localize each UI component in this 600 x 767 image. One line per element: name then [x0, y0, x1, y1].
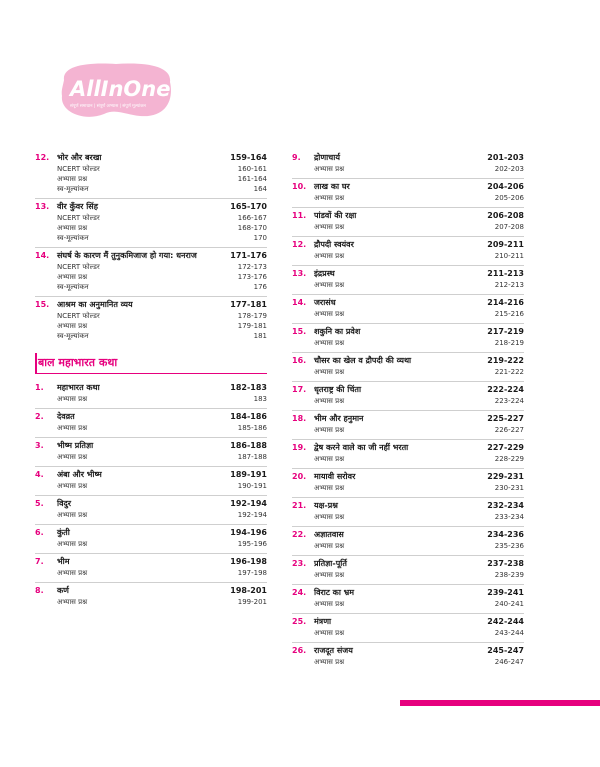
chapter-row — [292, 152, 524, 164]
chapter-row — [35, 201, 267, 213]
chapter-title: मंत्रणा — [314, 617, 332, 626]
sub-entry-pages: 221-222 — [494, 368, 524, 376]
sub-entry-label: अभ्यास प्रश्न — [314, 310, 345, 318]
chapter-title: कर्ण — [57, 586, 69, 595]
chapter-number: 15. — [292, 327, 307, 336]
sub-entry-label: NCERT फोल्डर — [57, 165, 100, 173]
sub-entry-pages: 173-176 — [237, 273, 267, 281]
chapter-row — [292, 645, 524, 657]
chapter-row — [292, 529, 524, 541]
chapter-pages: 192-194 — [230, 499, 267, 508]
sub-entry — [292, 193, 524, 203]
sub-entry-label: अभ्यास प्रश्न — [314, 629, 345, 637]
toc-entry — [35, 297, 267, 345]
sub-entry — [292, 251, 524, 261]
sub-entry-pages: 233-234 — [494, 513, 524, 521]
sub-entry — [35, 568, 267, 578]
chapter-row — [292, 268, 524, 280]
sub-entry-label: स्व-मूल्यांकन — [57, 332, 89, 340]
chapter-row — [292, 471, 524, 483]
chapter-number: 19. — [292, 443, 307, 452]
sub-entry-pages: 192-194 — [237, 511, 267, 519]
chapter-number: 21. — [292, 501, 307, 510]
chapter-row — [292, 326, 524, 338]
chapter-number: 12. — [292, 240, 307, 249]
chapter-row — [35, 556, 267, 568]
chapter-number: 20. — [292, 472, 307, 481]
toc-entry — [292, 266, 524, 295]
sub-entry — [292, 338, 524, 348]
chapter-row — [35, 411, 267, 423]
chapter-pages: 227-229 — [487, 443, 524, 452]
sub-entry-pages: 246-247 — [494, 658, 524, 666]
chapter-pages: 222-224 — [487, 385, 524, 394]
toc-right-column — [292, 150, 524, 671]
chapter-row — [35, 250, 267, 262]
toc-entry — [35, 150, 267, 199]
sub-entry-label: अभ्यास प्रश्न — [314, 281, 345, 289]
chapter-pages: 245-247 — [487, 646, 524, 655]
chapter-title: जरासंध — [314, 298, 336, 307]
toc-entry — [292, 208, 524, 237]
chapter-row — [292, 181, 524, 193]
sub-entry-pages: 164 — [253, 185, 267, 193]
sub-entry-label: अभ्यास प्रश्न — [314, 397, 345, 405]
sub-entry — [292, 396, 524, 406]
sub-entry-pages: 197-198 — [237, 569, 267, 577]
chapter-title: विदुर — [57, 499, 72, 508]
chapter-title: महाभारत कथा — [57, 383, 100, 392]
sub-entry-pages: 215-216 — [494, 310, 524, 318]
chapter-row — [292, 384, 524, 396]
toc-entry — [35, 554, 267, 583]
chapter-number: 5. — [35, 499, 44, 508]
sub-entry-pages: 190-191 — [237, 482, 267, 490]
sub-entry-label: अभ्यास प्रश्न — [314, 455, 345, 463]
toc-entry — [35, 583, 267, 611]
sub-entry-pages: 223-224 — [494, 397, 524, 405]
sub-entry-pages: 235-236 — [494, 542, 524, 550]
sub-entry-label: अभ्यास प्रश्न — [314, 513, 345, 521]
sub-entry — [35, 394, 267, 404]
chapter-pages: 206-208 — [487, 211, 524, 220]
sub-entry — [292, 570, 524, 580]
sub-entry — [35, 282, 267, 292]
sub-entry — [35, 423, 267, 433]
chapter-pages: 209-211 — [487, 240, 524, 249]
sub-entry-pages: 161-164 — [237, 175, 267, 183]
toc-entry — [292, 498, 524, 527]
sub-entry — [35, 272, 267, 282]
sub-entry — [292, 367, 524, 377]
sub-entry — [35, 311, 267, 321]
sub-entry-pages: 176 — [253, 283, 267, 291]
sub-entry-pages: 228-229 — [494, 455, 524, 463]
chapter-row — [35, 299, 267, 311]
sub-entry — [292, 541, 524, 551]
chapter-pages: 217-219 — [487, 327, 524, 336]
chapter-title: भीम — [57, 557, 70, 566]
chapter-number: 13. — [35, 202, 50, 211]
toc-entry — [292, 237, 524, 266]
chapter-title: संघर्ष के कारण मैं तुनुकमिजाज हो गया: धनराज — [57, 251, 197, 260]
chapter-row — [35, 382, 267, 394]
sub-entry — [35, 452, 267, 462]
sub-entry-pages: 210-211 — [494, 252, 524, 260]
chapter-pages: 201-203 — [487, 153, 524, 162]
sub-entry — [35, 481, 267, 491]
sub-entry — [292, 280, 524, 290]
toc-entry — [292, 614, 524, 643]
chapter-title: द्रौपदी स्वयंवर — [314, 240, 354, 249]
logo-text: AllInOne — [70, 77, 171, 101]
chapter-number: 22. — [292, 530, 307, 539]
sub-entry-label: अभ्यास प्रश्न — [57, 175, 88, 183]
sub-entry-label: अभ्यास प्रश्न — [57, 511, 88, 519]
sub-entry — [35, 174, 267, 184]
toc-entry — [292, 353, 524, 382]
chapter-number: 8. — [35, 586, 44, 595]
chapter-row — [292, 616, 524, 628]
sub-entry-pages: 230-231 — [494, 484, 524, 492]
sub-entry-label: NCERT फोल्डर — [57, 214, 100, 222]
sub-entry-label: NCERT फोल्डर — [57, 312, 100, 320]
toc-entry — [35, 199, 267, 248]
sub-entry-label: अभ्यास प्रश्न — [314, 658, 345, 666]
chapter-number: 4. — [35, 470, 44, 479]
sub-entry-label: अभ्यास प्रश्न — [57, 453, 88, 461]
chapter-pages: 198-201 — [230, 586, 267, 595]
chapter-number: 3. — [35, 441, 44, 450]
sub-entry-label: स्व-मूल्यांकन — [57, 283, 89, 291]
chapter-pages: 184-186 — [230, 412, 267, 421]
sub-entry-label: अभ्यास प्रश्न — [314, 542, 345, 550]
sub-entry-pages: 218-219 — [494, 339, 524, 347]
sub-entry-pages: 195-196 — [237, 540, 267, 548]
chapter-row — [292, 442, 524, 454]
sub-entry-pages: 205-206 — [494, 194, 524, 202]
toc-entry — [35, 248, 267, 297]
sub-entry-label: स्व-मूल्यांकन — [57, 234, 89, 242]
chapter-row — [292, 355, 524, 367]
sub-entry-pages: 238-239 — [494, 571, 524, 579]
sub-entry-pages: 240-241 — [494, 600, 524, 608]
sub-entry-label: अभ्यास प्रश्न — [57, 322, 88, 330]
chapter-number: 7. — [35, 557, 44, 566]
sub-entry-pages: 178-179 — [237, 312, 267, 320]
chapter-title: अंबा और भीष्म — [57, 470, 102, 479]
chapter-pages: 237-238 — [487, 559, 524, 568]
sub-entry — [292, 657, 524, 667]
chapter-title: देवव्रत — [57, 412, 75, 421]
toc-entry — [292, 440, 524, 469]
sub-entry — [292, 454, 524, 464]
toc-entry — [35, 467, 267, 496]
chapter-title: इंद्रप्रस्थ — [314, 269, 335, 278]
chapter-number: 13. — [292, 269, 307, 278]
chapter-pages: 232-234 — [487, 501, 524, 510]
chapter-row — [35, 469, 267, 481]
chapter-number: 26. — [292, 646, 307, 655]
sub-entry-label: अभ्यास प्रश्न — [314, 600, 345, 608]
sub-entry — [292, 309, 524, 319]
chapter-title: भीष्म प्रतिज्ञा — [57, 441, 94, 450]
sub-entry-pages: 168-170 — [237, 224, 267, 232]
sub-entry-label: अभ्यास प्रश्न — [57, 598, 88, 606]
sub-entry — [292, 222, 524, 232]
footer-accent-bar — [400, 700, 600, 706]
chapter-pages: 189-191 — [230, 470, 267, 479]
sub-entry — [292, 599, 524, 609]
sub-entry-pages: 187-188 — [237, 453, 267, 461]
sub-entry-label: अभ्यास प्रश्न — [314, 339, 345, 347]
chapter-row — [292, 413, 524, 425]
chapter-pages: 214-216 — [487, 298, 524, 307]
toc-entry — [292, 411, 524, 440]
chapter-pages: 239-241 — [487, 588, 524, 597]
chapter-row — [292, 239, 524, 251]
chapter-title: धृतराष्ट्र की चिंता — [314, 385, 362, 394]
chapter-number: 17. — [292, 385, 307, 394]
chapter-pages: 177-181 — [230, 300, 267, 309]
chapter-pages: 159-164 — [230, 153, 267, 162]
chapter-number: 2. — [35, 412, 44, 421]
sub-entry — [292, 483, 524, 493]
chapter-number: 1. — [35, 383, 44, 392]
chapter-pages: 225-227 — [487, 414, 524, 423]
chapter-number: 11. — [292, 211, 307, 220]
sub-entry-label: NCERT फोल्डर — [57, 263, 100, 271]
chapter-title: कुंती — [57, 528, 70, 537]
chapter-row — [35, 440, 267, 452]
toc-entry — [292, 150, 524, 179]
sub-entry — [35, 597, 267, 607]
toc-entry — [292, 469, 524, 498]
chapter-number: 18. — [292, 414, 307, 423]
chapter-pages: 242-244 — [487, 617, 524, 626]
sub-entry — [35, 184, 267, 194]
chapter-pages: 229-231 — [487, 472, 524, 481]
chapter-row — [35, 498, 267, 510]
chapter-number: 10. — [292, 182, 307, 191]
chapter-title: आश्रम का अनुमानित व्यय — [57, 300, 133, 309]
toc-entry — [35, 496, 267, 525]
sub-entry-label: अभ्यास प्रश्न — [57, 224, 88, 232]
chapter-number: 12. — [35, 153, 50, 162]
chapter-row — [292, 297, 524, 309]
chapter-title: विराट का भ्रम — [314, 588, 355, 597]
chapter-number: 14. — [35, 251, 50, 260]
sub-entry-pages: 179-181 — [237, 322, 267, 330]
chapter-title: मायावी सरोवर — [314, 472, 356, 481]
chapter-pages: 186-188 — [230, 441, 267, 450]
chapter-number: 16. — [292, 356, 307, 365]
toc-entry — [35, 438, 267, 467]
sub-entry-pages: 170 — [253, 234, 267, 242]
toc-entry — [292, 556, 524, 585]
toc-left-column — [35, 150, 267, 611]
sub-entry — [35, 510, 267, 520]
sub-entry-pages: 181 — [253, 332, 267, 340]
chapter-title: शकुनि का प्रवेश — [314, 327, 361, 336]
chapter-number: 24. — [292, 588, 307, 597]
sub-entry-label: अभ्यास प्रश्न — [314, 368, 345, 376]
chapter-row — [292, 558, 524, 570]
chapter-number: 25. — [292, 617, 307, 626]
chapter-title: भोर और बरखा — [57, 153, 102, 162]
sub-entry-label: अभ्यास प्रश्न — [314, 165, 345, 173]
chapter-title: अज्ञातवास — [314, 530, 344, 539]
toc-entry — [292, 585, 524, 614]
sub-entry — [292, 628, 524, 638]
sub-entry — [35, 331, 267, 341]
sub-entry — [35, 233, 267, 243]
sub-entry — [35, 213, 267, 223]
chapter-number: 9. — [292, 153, 301, 162]
chapter-row — [35, 527, 267, 539]
chapter-pages: 219-222 — [487, 356, 524, 365]
sub-entry — [35, 164, 267, 174]
sub-entry-pages: 202-203 — [494, 165, 524, 173]
sub-entry-pages: 172-173 — [237, 263, 267, 271]
chapter-row — [292, 500, 524, 512]
toc-entry — [292, 527, 524, 556]
sub-entry — [292, 164, 524, 174]
chapter-title: प्रतिज्ञा-पूर्ति — [314, 559, 347, 568]
toc-entry — [35, 409, 267, 438]
chapter-title: राजदूत संजय — [314, 646, 353, 655]
chapter-title: द्रोणाचार्य — [314, 153, 340, 162]
sub-entry-label: अभ्यास प्रश्न — [57, 569, 88, 577]
sub-entry-label: स्व-मूल्यांकन — [57, 185, 89, 193]
toc-entry — [292, 643, 524, 671]
sub-entry-label: अभ्यास प्रश्न — [314, 252, 345, 260]
sub-entry-label: अभ्यास प्रश्न — [57, 540, 88, 548]
sub-entry — [35, 262, 267, 272]
chapter-pages: 182-183 — [230, 383, 267, 392]
sub-entry-pages: 166-167 — [237, 214, 267, 222]
sub-entry-pages: 185-186 — [237, 424, 267, 432]
sub-entry-label: अभ्यास प्रश्न — [57, 424, 88, 432]
sub-entry — [292, 512, 524, 522]
toc-entry — [292, 179, 524, 208]
toc-entry — [292, 295, 524, 324]
toc-entry — [292, 382, 524, 411]
chapter-pages: 171-176 — [230, 251, 267, 260]
sub-entry-label: अभ्यास प्रश्न — [57, 273, 88, 281]
chapter-number: 15. — [35, 300, 50, 309]
sub-entry-pages: 207-208 — [494, 223, 524, 231]
chapter-title: द्वेष करने वाले का जी नहीं भरता — [314, 443, 409, 452]
sub-entry-pages: 212-213 — [494, 281, 524, 289]
sub-entry-pages: 243-244 — [494, 629, 524, 637]
sub-entry — [35, 321, 267, 331]
section-heading: बाल महाभारत कथा — [35, 353, 267, 374]
chapter-number: 23. — [292, 559, 307, 568]
chapter-title: भीम और हनुमान — [314, 414, 364, 423]
sub-entry-pages: 226-227 — [494, 426, 524, 434]
sub-entry-pages: 160-161 — [237, 165, 267, 173]
chapter-pages: 211-213 — [487, 269, 524, 278]
toc-entry — [35, 380, 267, 409]
chapter-pages: 165-170 — [230, 202, 267, 211]
sub-entry-label: अभ्यास प्रश्न — [314, 571, 345, 579]
chapter-title: चौसर का खेल व द्रौपदी की व्यथा — [314, 356, 412, 365]
chapter-number: 6. — [35, 528, 44, 537]
chapter-pages: 196-198 — [230, 557, 267, 566]
chapter-title: पांडवों की रक्षा — [314, 211, 357, 220]
sub-entry — [292, 425, 524, 435]
sub-entry-label: अभ्यास प्रश्न — [314, 223, 345, 231]
chapter-number: 14. — [292, 298, 307, 307]
sub-entry — [35, 223, 267, 233]
chapter-row — [292, 587, 524, 599]
chapter-row — [35, 152, 267, 164]
chapter-pages: 194-196 — [230, 528, 267, 537]
sub-entry-label: अभ्यास प्रश्न — [57, 395, 88, 403]
chapter-title: यक्ष-प्रश्न — [314, 501, 338, 510]
chapter-pages: 234-236 — [487, 530, 524, 539]
sub-entry-label: अभ्यास प्रश्न — [57, 482, 88, 490]
sub-entry-pages: 199-201 — [237, 598, 267, 606]
logo-tagline: संपूर्ण समाधान | संपूर्ण अभ्यास | संपूर्ण मूल्यांकन — [70, 104, 146, 109]
sub-entry — [35, 539, 267, 549]
sub-entry-pages: 183 — [253, 395, 267, 403]
chapter-row — [35, 585, 267, 597]
sub-entry-label: अभ्यास प्रश्न — [314, 484, 345, 492]
toc-entry — [35, 525, 267, 554]
chapter-row — [292, 210, 524, 222]
sub-entry-label: अभ्यास प्रश्न — [314, 194, 345, 202]
allinone-logo — [56, 60, 176, 122]
toc-entry — [292, 324, 524, 353]
sub-entry-label: अभ्यास प्रश्न — [314, 426, 345, 434]
chapter-pages: 204-206 — [487, 182, 524, 191]
chapter-title: वीर कुँवर सिंह — [57, 202, 98, 211]
chapter-title: लाख का घर — [314, 182, 350, 191]
